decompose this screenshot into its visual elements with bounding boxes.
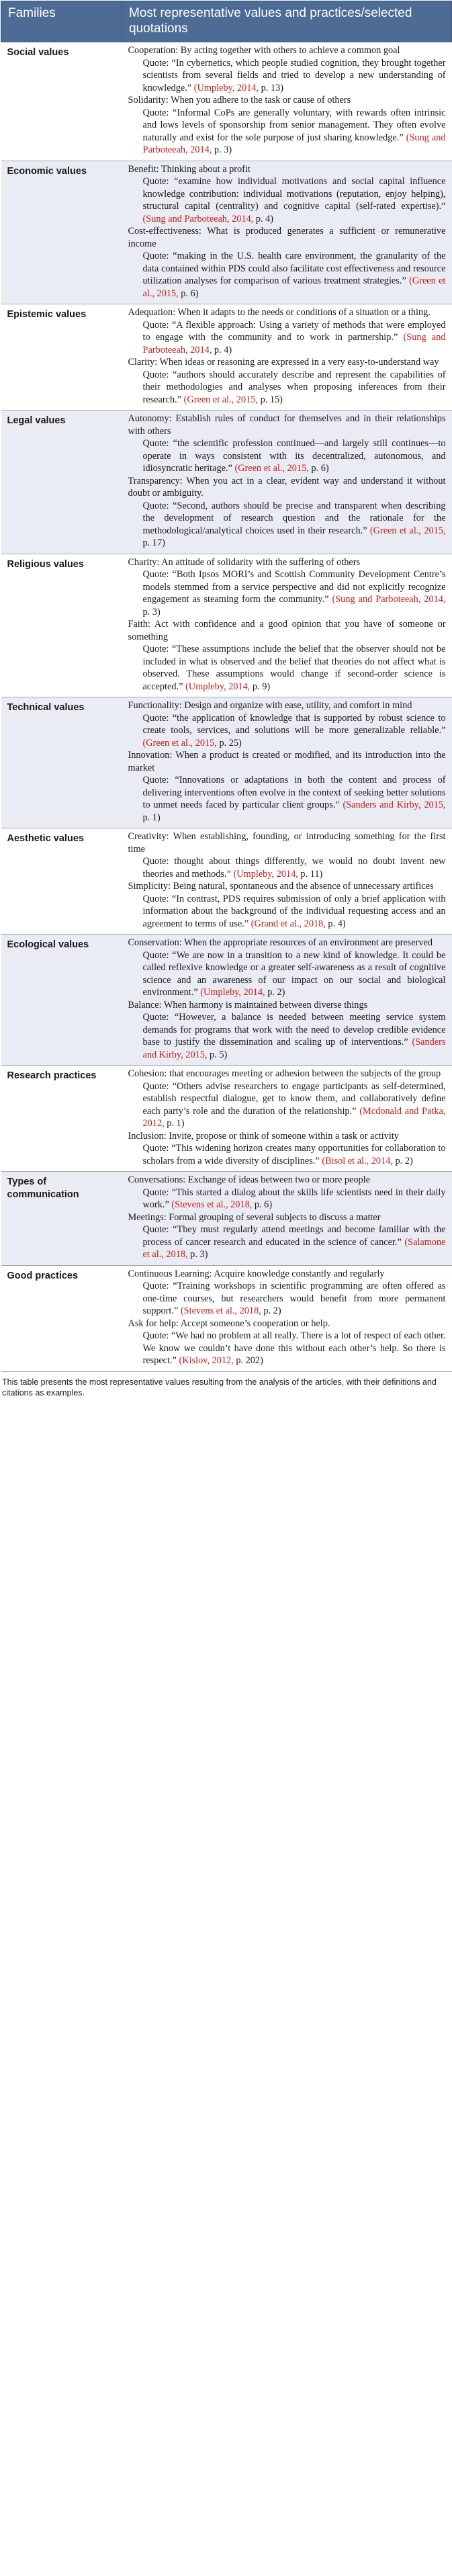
quote-text: Quote: “examine how individual motivations and social capital influence knowledge contribution: individual motivations (reputation, enjoy helping), structural capital (centrality) and cognitive capital (self-rated expertise).”	[142, 176, 446, 212]
quote-text: Quote: “Innovations or adaptations in both the content and process of delivering interventions often evolve in the context of seeking better solutions to unmet needs faced by particular client groups.”	[142, 775, 446, 810]
family-cell: Technical values	[1, 697, 122, 828]
citation-link[interactable]: (Umpleby, 2014,	[193, 82, 259, 93]
citation-link[interactable]: (Bisol et al., 2014,	[322, 1155, 393, 1166]
quotation	[128, 500, 446, 550]
family-cell: Epistemic values	[1, 304, 122, 411]
quote-text: Quote: “Informal CoPs are generally voluntary, with rewards often intrinsic and lows levels of sponsorship from senior management. They often evolve naturally and exist for the sole purpose of just sharing knowledge.”	[142, 107, 446, 143]
values-cell	[122, 161, 452, 304]
quotation	[128, 1011, 446, 1061]
citation-link[interactable]: (Umpleby, 2014,	[233, 868, 298, 879]
quote-text: Quote: “making in the U.S. health care environment, the granularity of the data contained within PDS could also facilitate cost effectiveness and resource utilization analyses for comparison of various treatment strategies.”	[142, 251, 446, 286]
quote-text: Quote: “In cybernetics, which people studied cognition, they brought together scientists from several fields and tried to develop a new understanding of knowledge.”	[142, 57, 446, 93]
table-row	[1, 42, 452, 161]
quotation	[128, 369, 446, 406]
citation-link[interactable]: (Mcdonald and Patka, 2012,	[142, 1105, 446, 1129]
citation-link[interactable]: (Umpleby, 2014,	[185, 681, 251, 692]
value-definition: Continuous Learning: Acquire knowledge constantly and regularly	[128, 1268, 385, 1279]
quote-text: Quote: “This started a dialog about the skills life scientists need in their daily work.”	[142, 1187, 446, 1210]
quotation	[128, 319, 446, 357]
values-table	[1, 1, 452, 1372]
header-values: Most representative values and practices/selected quotations	[122, 1, 452, 42]
quotation	[128, 1080, 446, 1130]
quotation	[128, 643, 446, 693]
value-definition: Adequation: When it adapts to the needs or conditions of a situation or a thing.	[128, 307, 431, 318]
citation-page: p. 2)	[261, 1305, 281, 1316]
family-cell: Research practices	[1, 1066, 122, 1172]
citation-page: p. 1)	[164, 1118, 185, 1129]
values-cell	[122, 42, 452, 161]
quote-text: Quote: “However, a balance is needed between meeting service system demands for programs that work with the need to develop credible evidence base to justify the dissemination and scaling up of interventions.”	[142, 1012, 446, 1047]
quote-text: Quote: “Both Ipsos MORI’s and Scottish Community Development Centre’s models stemmed from a service perspective and did not explicitly recognize engagement as steaming form the community.”	[142, 569, 446, 605]
table-body	[1, 42, 452, 1372]
citation-page: p. 2)	[265, 987, 285, 998]
value-definition: Meetings: Formal grouping of several subjects to discuss a matter	[128, 1211, 381, 1223]
value-definition: Inclusion: Invite, propose or think of someone within a task or activity	[128, 1130, 399, 1142]
quote-text: Quote: “the scientific profession continued—and largely still continues—to operate in ways consistent with its decentralized, autonomous, and idiosyncratic heritage.”	[142, 438, 446, 474]
quotation	[128, 57, 446, 95]
citation-link[interactable]: (Stevens et al., 2018,	[171, 1199, 253, 1210]
value-definition: Ask for help: Accept someone’s cooperation or help.	[128, 1318, 330, 1329]
quote-text: Quote: “We are now in a transition to a new kind of knowledge. It could be called reflexive knowledge or a greater self-awareness as a result of cognitive science and an awareness of our impact on our social and biological environment.”	[142, 949, 446, 998]
quotation	[128, 774, 446, 824]
citation-page: p. 4)	[325, 918, 346, 929]
table-caption: This table presents the most representative values resulting from the analysis of the articles, with their definitions and citations as examples.	[2, 1377, 437, 1398]
quote-text: Quote: “authors should accurately describe and represent the capabilities of their methodologies and analyses when proposing inferences from their research.”	[142, 369, 446, 405]
quotation	[128, 250, 446, 300]
citation-link[interactable]: (Sanders and Kirby, 2015,	[142, 1037, 446, 1060]
citation-page: p. 1)	[142, 812, 161, 823]
citation-link[interactable]: (Salamone et al., 2018,	[142, 1236, 446, 1260]
citation-page: p. 3)	[142, 606, 161, 617]
citation-page: p. 4)	[212, 344, 232, 355]
header-row	[1, 1, 452, 42]
values-cell	[122, 1172, 452, 1266]
quote-text: Quote: “the application of knowledge that is supported by robust science to create tools, services, and solutions will be more generalizable reliable.”	[142, 712, 446, 736]
values-cell	[122, 697, 452, 828]
citation-page: p. 6)	[308, 463, 329, 474]
quote-text: Quote: “These assumptions include the belief that the observer should not be included in what is observed and the belief that theories do not affect what is observed. These assumptions would change if second-order science is accepted.”	[142, 644, 446, 692]
values-cell	[122, 1066, 452, 1172]
values-cell	[122, 411, 452, 554]
citation-page: p. 3)	[187, 1249, 208, 1260]
quotation	[128, 893, 446, 931]
quotation	[128, 107, 446, 157]
table-row	[1, 935, 452, 1066]
citation-link[interactable]: (Green et al., 2015,	[142, 275, 446, 299]
table-row	[1, 1066, 452, 1172]
citation-page: p. 4)	[253, 213, 274, 224]
quotation	[128, 712, 446, 750]
citation-link[interactable]: (Sung and Parboteeah, 2014,	[332, 594, 446, 605]
quotation	[128, 1280, 446, 1318]
citation-link[interactable]: (Stevens et al., 2018,	[180, 1305, 261, 1316]
family-cell: Good practices	[1, 1265, 122, 1371]
citation-link[interactable]: (Sung and Parboteeah, 2014,	[142, 132, 446, 155]
value-definition: Creativity: When establishing, founding, or introducing something for the first time	[128, 831, 446, 855]
quote-text: Quote: “We had no problem at all really. There is a lot of respect of each other. We know we couldn’t have done this without each other’s help. So there is respect.”	[142, 1330, 446, 1366]
quotation	[128, 437, 446, 475]
quotation	[128, 1330, 446, 1367]
citation-link[interactable]: (Green et al., 2015,	[234, 463, 309, 474]
header-families: Families	[1, 1, 122, 42]
quote-text: Quote: “A flexible approach: Using a variety of methods that were employed to engage with the community and to work in partnership.”	[142, 319, 446, 343]
table-row	[1, 697, 452, 828]
citation-page: p. 25)	[216, 737, 242, 748]
values-cell	[122, 304, 452, 411]
value-definition: Conservation: When the appropriate resources of an environment are preserved	[128, 937, 433, 948]
value-definition: Solidarity: When you adhere to the task or cause of others	[128, 95, 351, 105]
quotation	[128, 949, 446, 999]
value-definition: Charity: An attitude of solidarity with the suffering of others	[128, 556, 361, 568]
value-definition: Cooperation: By acting together with others to achieve a common goal	[128, 45, 400, 56]
family-cell: Ecological values	[1, 935, 122, 1066]
citation-page: p. 6)	[178, 288, 199, 299]
quote-text: Quote: “Second, authors should be precise and transparent when describing the development of research question and the rationale for the methodological/analytical choices used in their research.”	[142, 500, 446, 536]
values-cell	[122, 1265, 452, 1371]
quote-text: Quote: “This widening horizon creates many opportunities for collaboration to scholars from a wide diversity of disciplines.”	[142, 1143, 446, 1166]
value-definition: Autonomy: Establish rules of conduct for themselves and in their relationships with others	[128, 413, 446, 437]
citation-page: p. 5)	[207, 1049, 228, 1060]
quote-text: Quote: “In contrast, PDS requires submission of only a brief application with information about the background of the individual requesting access and an agreement to terms of use.”	[142, 893, 446, 929]
quote-text: Quote: “They must regularly attend meetings and become familiar with the process of cancer research and educated in the science of cancer.”	[142, 1224, 446, 1248]
citation-link[interactable]: (Grand et al., 2018,	[251, 918, 326, 929]
family-cell: Legal values	[1, 411, 122, 554]
quotation	[128, 1223, 446, 1261]
citation-link[interactable]: (Kislov, 2012,	[179, 1355, 234, 1366]
value-definition: Cohesion: that encourages meeting or adhesion between the subjects of the group	[128, 1068, 441, 1079]
table-row	[1, 1172, 452, 1266]
value-definition: Innovation: When a product is created or modified, and its introduction into the market	[128, 750, 446, 773]
table-row	[1, 1265, 452, 1371]
quote-text: Quote: thought about things differently, we would no doubt invent new theories and methods.”	[142, 856, 446, 879]
table-row	[1, 304, 452, 411]
citation-page: p. 11)	[298, 868, 323, 879]
table-row	[1, 828, 452, 935]
citation-page: p. 9)	[250, 681, 271, 692]
value-definition: Balance: When harmony is maintained between diverse things	[128, 999, 368, 1011]
quote-text: Quote: “Others advise researchers to engage participants as self-determined, establish respectful dialogue, get to know them, and collaboratively define each party’s role and the duration of the relationship.”	[142, 1080, 446, 1117]
citation-link[interactable]: (Sung and Parboteeah, 2014,	[142, 213, 254, 224]
value-definition: Conversations: Exchange of ideas between two or more people	[128, 1174, 370, 1185]
citation-page: p. 3)	[212, 144, 232, 155]
table-row	[1, 411, 452, 554]
citation-link[interactable]: (Green et al., 2015,	[142, 737, 217, 748]
citation-page: p. 13)	[259, 82, 284, 93]
value-definition: Simplicity: Being natural, spontaneous and the absence of unnecessary artifices	[128, 881, 434, 892]
citation-page: p. 15)	[258, 394, 283, 405]
quotation	[128, 175, 446, 225]
quotation	[128, 1142, 446, 1167]
value-definition: Transparency: When you act in a clear, evident way and understand it without doubt or ambiguity.	[128, 475, 446, 499]
value-definition: Faith: Act with confidence and a good opinion that you have of someone or something	[128, 619, 446, 642]
quotation	[128, 568, 446, 618]
citation-link[interactable]: (Sanders and Kirby, 2015,	[343, 800, 446, 810]
quotation	[128, 1187, 446, 1211]
quote-text: Quote: “Training workshops in scientific programming are often offered as one-time courses, but researchers would benefit from more permanent support.”	[142, 1281, 446, 1316]
family-cell: Types of communication	[1, 1172, 122, 1266]
value-definition: Cost-effectiveness: What is produced generates a sufficient or remunerative income	[128, 226, 446, 249]
citation-page: p. 6)	[252, 1199, 273, 1210]
family-cell: Aesthetic values	[1, 828, 122, 935]
citation-page: p. 2)	[392, 1155, 413, 1166]
citation-page: p. 202)	[233, 1355, 263, 1366]
value-definition: Functionality: Design and organize with ease, utility, and comfort in mind	[128, 700, 412, 711]
quotation	[128, 855, 446, 880]
table-row	[1, 161, 452, 304]
values-cell	[122, 935, 452, 1066]
value-definition: Clarity: When ideas or reasoning are expressed in a very easy-to-understand way	[128, 357, 439, 368]
citation-link[interactable]: (Green et al., 2015,	[183, 394, 258, 405]
table-row	[1, 554, 452, 697]
family-cell: Economic values	[1, 161, 122, 304]
family-cell: Religious values	[1, 554, 122, 697]
citation-link[interactable]: (Sung and Parboteeah, 2014,	[142, 332, 446, 355]
citation-page: p. 17)	[142, 538, 165, 548]
values-cell	[122, 828, 452, 935]
citation-link[interactable]: (Green et al., 2015,	[369, 525, 446, 536]
values-cell	[122, 554, 452, 697]
value-definition: Benefit: Thinking about a profit	[128, 163, 251, 175]
citation-link[interactable]: (Umpleby, 2014,	[200, 987, 265, 998]
family-cell: Social values	[1, 42, 122, 161]
